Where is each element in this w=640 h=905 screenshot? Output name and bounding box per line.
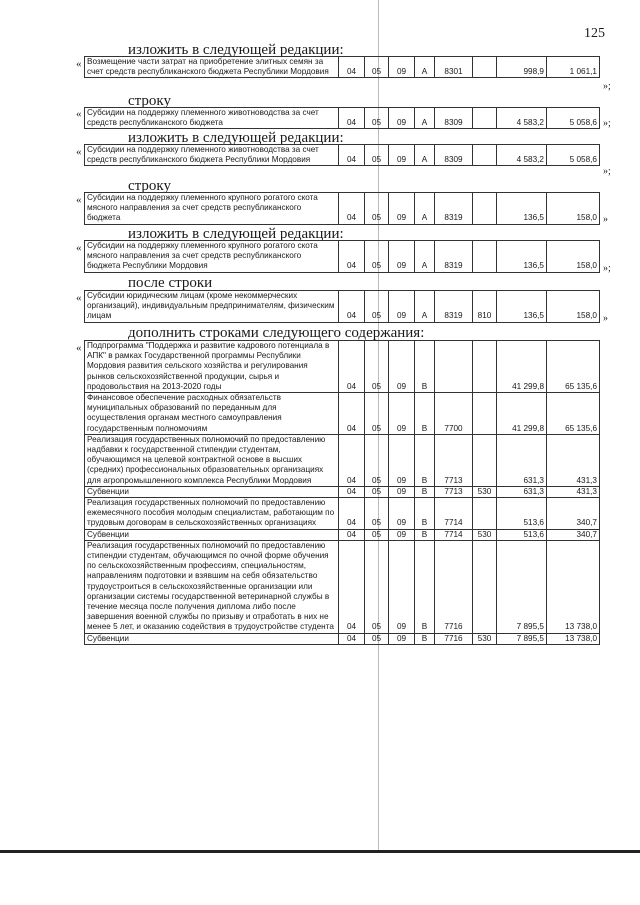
table-row bbox=[85, 341, 600, 393]
row-v2-cell: 340,7 bbox=[547, 498, 600, 530]
table-1 bbox=[84, 56, 600, 78]
row-c6-cell: 530 bbox=[473, 633, 497, 644]
row-c5-cell: 7713 bbox=[435, 434, 473, 486]
table-6 bbox=[84, 290, 600, 323]
quote-close-6: » bbox=[603, 313, 608, 324]
row-c6-cell bbox=[473, 434, 497, 486]
row-c3-cell: 09 bbox=[389, 108, 415, 129]
row-c3-cell: 09 bbox=[389, 341, 415, 393]
row-c1-cell: 04 bbox=[339, 486, 365, 497]
quote-close-5: »; bbox=[603, 263, 611, 274]
row-name-cell: Субсидии на поддержку племенного крупного рогатого скота мясного направления за счет средств республиканского бюджета bbox=[85, 193, 339, 225]
row-name-cell: Субсидии юридическим лицам (кроме некоммерческих организаций), индивидуальным предпринимателям, физическим лицам bbox=[85, 291, 339, 323]
row-c3-cell: 09 bbox=[389, 291, 415, 323]
row-c3-cell: 09 bbox=[389, 393, 415, 435]
row-c4-cell: В bbox=[415, 486, 435, 497]
row-v2-cell: 431,3 bbox=[547, 434, 600, 486]
row-c6-cell bbox=[473, 540, 497, 633]
row-v2-cell: 1 061,1 bbox=[547, 57, 600, 78]
row-c2-cell: 05 bbox=[365, 145, 389, 166]
row-c2-cell: 05 bbox=[365, 540, 389, 633]
quote-close-1: »; bbox=[603, 81, 611, 92]
row-v1-cell: 4 583,2 bbox=[497, 108, 547, 129]
row-c4-cell: В bbox=[415, 498, 435, 530]
row-c2-cell: 05 bbox=[365, 108, 389, 129]
table-row bbox=[85, 108, 600, 129]
table-3 bbox=[84, 144, 600, 166]
table-row bbox=[85, 540, 600, 633]
row-c1-cell: 04 bbox=[339, 291, 365, 323]
row-v1-cell: 136,5 bbox=[497, 291, 547, 323]
heading-row-2: строку bbox=[128, 93, 171, 109]
table-row bbox=[85, 434, 600, 486]
row-c3-cell: 09 bbox=[389, 498, 415, 530]
row-c1-cell: 04 bbox=[339, 540, 365, 633]
row-name-cell: Субсидии на поддержку племенного животноводства за счет средств республиканского бюджета bbox=[85, 108, 339, 129]
row-c5-cell: 8309 bbox=[435, 108, 473, 129]
row-name-cell: Реализация государственных полномочий по предоставлению ежемесячного пособия молодым специалистам, работающим по трудовым договорам в сельскохозяйственных организациях bbox=[85, 498, 339, 530]
row-c3-cell: 09 bbox=[389, 241, 415, 273]
row-c1-cell: 04 bbox=[339, 145, 365, 166]
row-c4-cell: А bbox=[415, 145, 435, 166]
row-c3-cell: 09 bbox=[389, 57, 415, 78]
row-name-cell: Субсидии на поддержку племенного животноводства за счет средств республиканского бюджета Республики Мордовия bbox=[85, 145, 339, 166]
row-v2-cell: 158,0 bbox=[547, 291, 600, 323]
row-c2-cell: 05 bbox=[365, 633, 389, 644]
row-name-cell: Субвенции bbox=[85, 633, 339, 644]
row-name-cell: Реализация государственных полномочий по предоставлению надбавки к государственной стипендии студентам, обучающимся на целевой контрактной основе в высших (средних) профессиональных образовательных организациях для агропромышленного комплекса Республики Мордовия bbox=[85, 434, 339, 486]
row-v1-cell: 631,3 bbox=[497, 434, 547, 486]
row-c4-cell: А bbox=[415, 57, 435, 78]
quote-open-5: « bbox=[76, 242, 82, 254]
row-c5-cell bbox=[435, 341, 473, 393]
row-v2-cell: 340,7 bbox=[547, 529, 600, 540]
row-c2-cell: 05 bbox=[365, 57, 389, 78]
row-v1-cell: 7 895,5 bbox=[497, 633, 547, 644]
table-row bbox=[85, 633, 600, 644]
quote-open-4: « bbox=[76, 194, 82, 206]
row-c5-cell: 7716 bbox=[435, 633, 473, 644]
heading-after-row-6: после строки bbox=[128, 275, 213, 291]
row-v2-cell: 65 135,6 bbox=[547, 393, 600, 435]
row-name-cell: Субсидии на поддержку племенного крупного рогатого скота мясного направления за счет средств республиканского бюджета Республики Мордовия bbox=[85, 241, 339, 273]
row-v1-cell: 136,5 bbox=[497, 193, 547, 225]
row-c5-cell: 7714 bbox=[435, 498, 473, 530]
row-c3-cell: 09 bbox=[389, 486, 415, 497]
bottom-rule bbox=[0, 850, 640, 853]
row-c4-cell: В bbox=[415, 529, 435, 540]
row-v1-cell: 513,6 bbox=[497, 529, 547, 540]
row-c1-cell: 04 bbox=[339, 633, 365, 644]
row-c6-cell: 530 bbox=[473, 529, 497, 540]
row-c2-cell: 05 bbox=[365, 193, 389, 225]
quote-open-6: « bbox=[76, 292, 82, 304]
row-c2-cell: 05 bbox=[365, 486, 389, 497]
row-c4-cell: В bbox=[415, 540, 435, 633]
table-5 bbox=[84, 240, 600, 273]
row-c5-cell: 8319 bbox=[435, 241, 473, 273]
row-c1-cell: 04 bbox=[339, 193, 365, 225]
heading-add-rows-7: дополнить строками следующего содержания: bbox=[128, 325, 425, 341]
row-c2-cell: 05 bbox=[365, 341, 389, 393]
quote-open-7: « bbox=[76, 342, 82, 354]
row-v1-cell: 631,3 bbox=[497, 486, 547, 497]
row-c6-cell: 530 bbox=[473, 486, 497, 497]
row-v1-cell: 513,6 bbox=[497, 498, 547, 530]
row-c6-cell bbox=[473, 108, 497, 129]
row-c6-cell bbox=[473, 393, 497, 435]
row-name-cell: Субвенции bbox=[85, 486, 339, 497]
heading-amend-3: изложить в следующей редакции: bbox=[128, 130, 344, 146]
table-7 bbox=[84, 340, 600, 645]
row-c2-cell: 05 bbox=[365, 241, 389, 273]
row-c3-cell: 09 bbox=[389, 529, 415, 540]
row-c5-cell: 8319 bbox=[435, 291, 473, 323]
table-row bbox=[85, 57, 600, 78]
row-v1-cell: 4 583,2 bbox=[497, 145, 547, 166]
table-row bbox=[85, 241, 600, 273]
row-name-cell: Субвенции bbox=[85, 529, 339, 540]
quote-open-2: « bbox=[76, 108, 82, 120]
row-c3-cell: 09 bbox=[389, 193, 415, 225]
row-c4-cell: А bbox=[415, 193, 435, 225]
row-name-cell: Реализация государственных полномочий по предоставлению стипендии студентам, обучающимся по очной форме обучения по сельскохозяйственным профессиям, специальностям, направлениям подготовки и взявшим на себя обязательство трудоустроиться в сельскохозяйственные организации или организации системы государственной ветеринарной службы в течение месяца после получения диплома либо после завершения военной службы по призыву и отработать в них не менее 5 лет, и оказанию содействия в трудоустройстве студента bbox=[85, 540, 339, 633]
row-v2-cell: 5 058,6 bbox=[547, 108, 600, 129]
row-c1-cell: 04 bbox=[339, 529, 365, 540]
row-v2-cell: 431,3 bbox=[547, 486, 600, 497]
row-c4-cell: В bbox=[415, 393, 435, 435]
row-c6-cell bbox=[473, 193, 497, 225]
row-v2-cell: 158,0 bbox=[547, 241, 600, 273]
row-c1-cell: 04 bbox=[339, 434, 365, 486]
row-v2-cell: 65 135,6 bbox=[547, 341, 600, 393]
row-c1-cell: 04 bbox=[339, 341, 365, 393]
row-c1-cell: 04 bbox=[339, 108, 365, 129]
row-v1-cell: 41 299,8 bbox=[497, 341, 547, 393]
table-row bbox=[85, 486, 600, 497]
row-c4-cell: В bbox=[415, 633, 435, 644]
row-c6-cell bbox=[473, 498, 497, 530]
row-c4-cell: А bbox=[415, 108, 435, 129]
table-row bbox=[85, 193, 600, 225]
row-c4-cell: В bbox=[415, 341, 435, 393]
quote-close-2: »; bbox=[603, 118, 611, 129]
row-v2-cell: 158,0 bbox=[547, 193, 600, 225]
heading-amend-1: изложить в следующей редакции: bbox=[128, 42, 344, 58]
row-c3-cell: 09 bbox=[389, 434, 415, 486]
table-2 bbox=[84, 107, 600, 129]
table-4 bbox=[84, 192, 600, 225]
table-row bbox=[85, 291, 600, 323]
row-c5-cell: 7714 bbox=[435, 529, 473, 540]
row-v1-cell: 136,5 bbox=[497, 241, 547, 273]
row-name-cell: Финансовое обеспечение расходных обязательств муниципальных образований по переданным для осуществления органам местного самоуправления государственным полномочиям bbox=[85, 393, 339, 435]
row-c3-cell: 09 bbox=[389, 540, 415, 633]
row-c6-cell bbox=[473, 341, 497, 393]
table-row bbox=[85, 145, 600, 166]
row-c6-cell bbox=[473, 57, 497, 78]
row-c2-cell: 05 bbox=[365, 291, 389, 323]
row-c5-cell: 7713 bbox=[435, 486, 473, 497]
table-row bbox=[85, 529, 600, 540]
row-c6-cell bbox=[473, 241, 497, 273]
row-v1-cell: 41 299,8 bbox=[497, 393, 547, 435]
row-v1-cell: 998,9 bbox=[497, 57, 547, 78]
row-v2-cell: 13 738,0 bbox=[547, 633, 600, 644]
row-name-cell: Возмещение части затрат на приобретение элитных семян за счет средств республиканского бюджета Республики Мордовия bbox=[85, 57, 339, 78]
row-v2-cell: 5 058,6 bbox=[547, 145, 600, 166]
row-c4-cell: В bbox=[415, 434, 435, 486]
row-c5-cell: 8309 bbox=[435, 145, 473, 166]
row-c3-cell: 09 bbox=[389, 633, 415, 644]
row-c1-cell: 04 bbox=[339, 57, 365, 78]
heading-row-4: строку bbox=[128, 178, 171, 194]
row-c4-cell: А bbox=[415, 291, 435, 323]
row-c1-cell: 04 bbox=[339, 498, 365, 530]
row-c1-cell: 04 bbox=[339, 393, 365, 435]
row-c4-cell: А bbox=[415, 241, 435, 273]
row-name-cell: Подпрограмма "Поддержка и развитие кадрового потенциала в АПК" в рамках Государственной программы Республики Мордовия развития сельского хозяйства и регулирования рынков сельскохозяйственной продукции, сырья и продовольствия на 2013-2020 годы bbox=[85, 341, 339, 393]
heading-amend-5: изложить в следующей редакции: bbox=[128, 226, 344, 242]
quote-close-4: » bbox=[603, 214, 608, 225]
row-c2-cell: 05 bbox=[365, 393, 389, 435]
row-c5-cell: 7700 bbox=[435, 393, 473, 435]
quote-open-1: « bbox=[76, 58, 82, 70]
row-c2-cell: 05 bbox=[365, 498, 389, 530]
row-v1-cell: 7 895,5 bbox=[497, 540, 547, 633]
page-number: 125 bbox=[584, 26, 605, 41]
quote-close-3: »; bbox=[603, 166, 611, 177]
row-c2-cell: 05 bbox=[365, 529, 389, 540]
row-c2-cell: 05 bbox=[365, 434, 389, 486]
row-v2-cell: 13 738,0 bbox=[547, 540, 600, 633]
row-c3-cell: 09 bbox=[389, 145, 415, 166]
table-row bbox=[85, 393, 600, 435]
quote-open-3: « bbox=[76, 146, 82, 158]
row-c6-cell bbox=[473, 145, 497, 166]
table-row bbox=[85, 498, 600, 530]
row-c5-cell: 8301 bbox=[435, 57, 473, 78]
row-c5-cell: 7716 bbox=[435, 540, 473, 633]
row-c5-cell: 8319 bbox=[435, 193, 473, 225]
row-c1-cell: 04 bbox=[339, 241, 365, 273]
row-c6-cell: 810 bbox=[473, 291, 497, 323]
